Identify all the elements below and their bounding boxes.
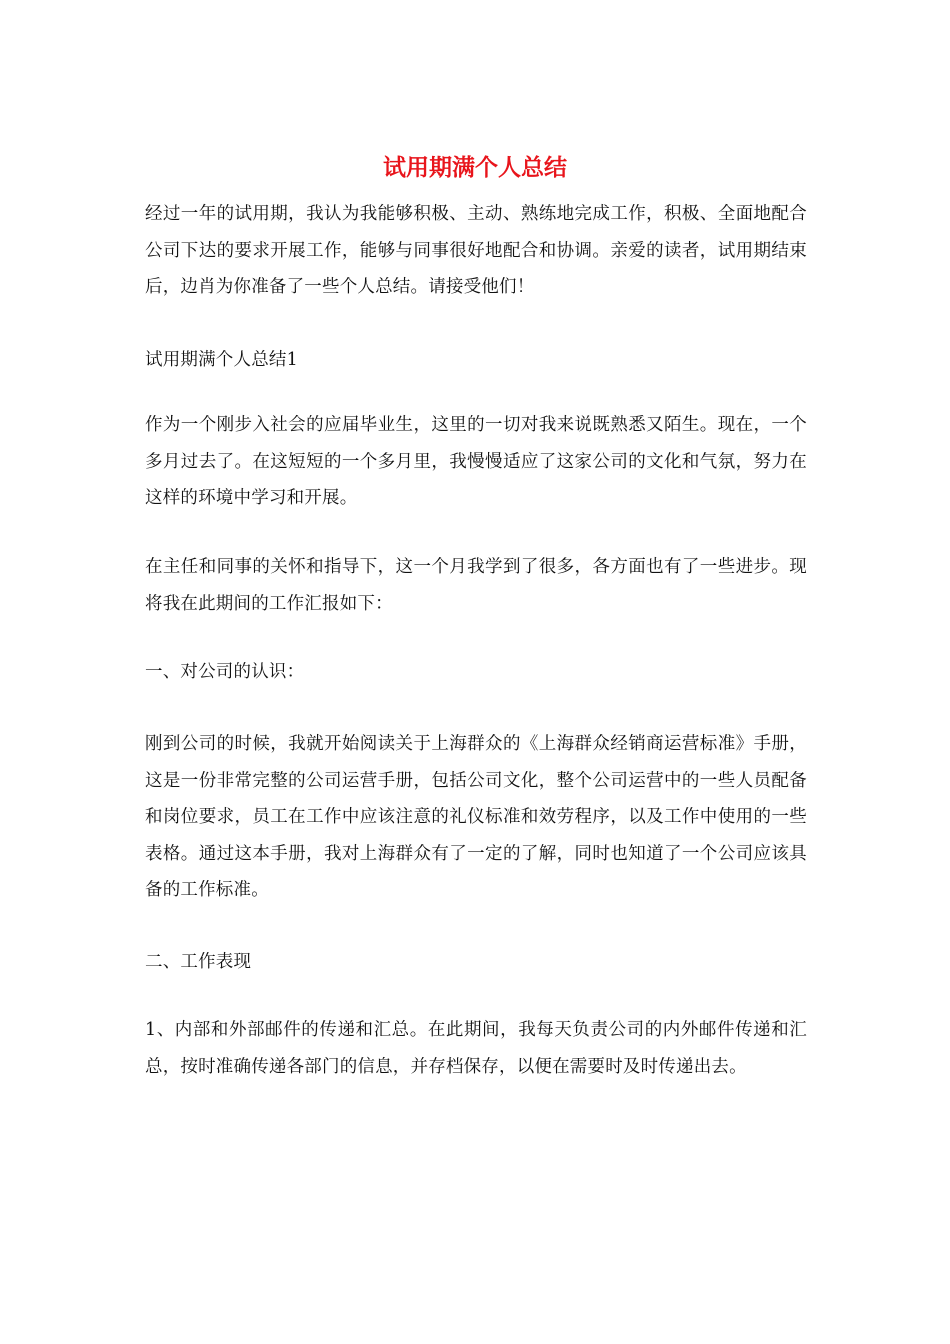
section-heading-company: 一、对公司的认识： [145, 662, 305, 682]
body-paragraph-manual: 刚到公司的时候，我就开始阅读关于上海群众的《上海群众经销商运营标准》手册，这是一份非常完整的公司运营手册，包括公司文化，整个公司运营中的一些人员配备和岗位要求，员工在工作中应该注意的礼仪标准和效劳程序，以及工作中使用的一些表格。通过这本手册，我对上海群众有了一定的了解，同时也知道了一个公司应该具备的工作标准。 [145, 734, 807, 900]
section-heading-performance: 二、工作表现 [145, 952, 252, 972]
intro-paragraph: 经过一年的试用期，我认为我能够积极、主动、熟练地完成工作，积极、全面地配合公司下达的要求开展工作，能够与同事很好地配合和协调。亲爱的读者，试用期结束后，边肖为你准备了一些个人总结。请接受他们！ [145, 204, 807, 297]
body-paragraph-guidance: 在主任和同事的关怀和指导下，这一个月我学到了很多，各方面也有了一些进步。现将我在此期间的工作汇报如下： [145, 557, 807, 614]
document-title: 试用期满个人总结 [383, 154, 567, 181]
body-paragraph-mail: 1、内部和外部邮件的传递和汇总。在此期间，我每天负责公司的内外邮件传递和汇总，按时准确传递各部门的信息，并存档保存，以便在需要时及时传递出去。 [145, 1020, 807, 1077]
section-heading-summary-1: 试用期满个人总结1 [145, 350, 298, 370]
body-paragraph-graduate: 作为一个刚步入社会的应届毕业生，这里的一切对我来说既熟悉又陌生。现在，一个多月过去了。在这短短的一个多月里，我慢慢适应了这家公司的文化和气氛，努力在这样的环境中学习和开展。 [145, 415, 807, 508]
